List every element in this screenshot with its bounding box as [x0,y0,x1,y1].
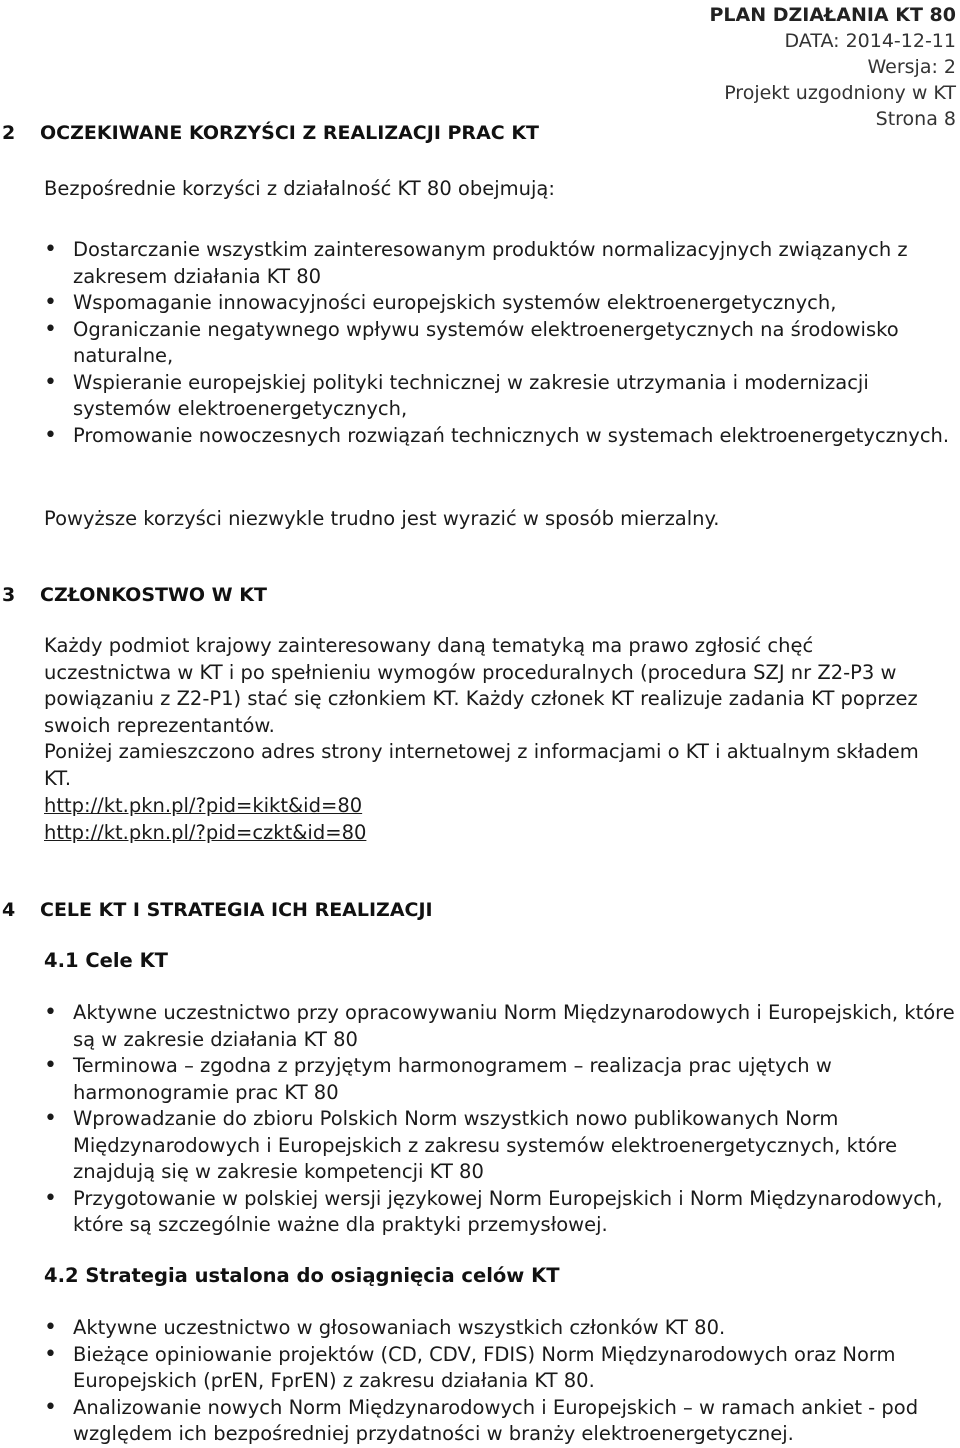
list-item: • Ograniczanie negatywnego wpływu systemów elektroenergetycznych na środowisko naturalne, [44,317,956,370]
website-info-paragraph: Poniżej zamieszczono adres strony internetowej z informacjami o KT i aktualnym składem KT. [44,740,919,790]
list-item: • Aktywne uczestnictwo przy opracowywaniu Norm Międzynarodowych i Europejskich, które są w zakresie działania KT 80 [44,1000,956,1053]
subsection-4-1-heading: 4.1 Cele KT [44,949,168,972]
header-project-status: Projekt uzgodniony w KT [724,82,956,104]
header-version: Wersja: 2 [867,56,956,78]
list-item: • Promowanie nowoczesnych rozwiązań technicznych w systemach elektroenergetycznych. [44,423,956,450]
kt-info-link[interactable]: http://kt.pkn.pl/?pid=kikt&id=80 [44,794,363,817]
list-item: • Wspieranie europejskiej polityki technicznej w zakresie utrzymania i modernizacji systemów elektroenergetycznych, [44,370,956,423]
list-item: • Wprowadzanie do zbioru Polskich Norm wszystkich nowo publikowanych Norm Międzynarodowych i Europejskich z zakresu systemów elektroenergetycznych, które znajdują się w zakresie kompetencji KT 80 [44,1106,956,1186]
goals-list [44,1000,956,1239]
section-number: 3 [2,584,16,606]
strategy-list [44,1315,956,1448]
section-number: 4 [2,899,16,921]
kt-members-link[interactable]: http://kt.pkn.pl/?pid=czkt&id=80 [44,821,367,844]
benefits-list [44,237,956,449]
list-item: • Aktywne uczestnictwo w głosowaniach wszystkich członków KT 80. [44,1315,956,1342]
header-date: DATA: 2014-12-11 [784,30,956,52]
section-title: CELE KT I STRATEGIA ICH REALIZACJI [40,899,433,921]
section-title: CZŁONKOSTWO W KT [40,584,267,606]
list-item: • Bieżące opiniowanie projektów (CD, CDV, FDIS) Norm Międzynarodowych oraz Norm Europejskich (prEN, FprEN) z zakresu działania KT 80. [44,1342,956,1395]
list-item: • Przygotowanie w polskiej wersji językowej Norm Europejskich i Norm Międzynarodowych, które są szczególnie ważne dla praktyki przemysłowej. [44,1186,956,1239]
page-header [709,2,956,132]
membership-paragraph: Każdy podmiot krajowy zainteresowany daną tematyką ma prawo zgłosić chęć uczestnictwa w KT i po spełnieniu wymogów proceduralnych (procedura SZJ nr Z2-P3 w powiązaniu z Z2-P1) stać się członkiem KT. Każdy członek KT realizuje zadania KT poprzez swoich reprezentantów. [44,634,918,737]
links-block [44,792,366,846]
list-item: • Terminowa – zgodna z przyjętym harmonogramem – realizacja prac ujętych w harmonogramie prac KT 80 [44,1053,956,1106]
section-2-intro: Bezpośrednie korzyści z działalność KT 80 obejmują: [44,177,555,200]
section-title: OCZEKIWANE KORZYŚCI Z REALIZACJI PRAC KT [40,122,540,144]
list-item: • Dostarczanie wszystkim zainteresowanym produktów normalizacyjnych związanych z zakresem działania KT 80 [44,237,956,290]
subsection-4-2-heading: 4.2 Strategia ustalona do osiągnięcia celów KT [44,1264,560,1287]
header-plan-title: PLAN DZIAŁANIA KT 80 [709,4,956,26]
section-number: 2 [2,122,16,144]
list-item: • Wspomaganie innowacyjności europejskich systemów elektroenergetycznych, [44,290,956,317]
section-2-closing: Powyższe korzyści niezwykle trudno jest wyrazić w sposób mierzalny. [44,507,720,530]
header-page-number: Strona 8 [875,108,956,130]
list-item: • Analizowanie nowych Norm Międzynarodowych i Europejskich – w ramach ankiet - pod względem ich bezpośredniej przydatności w branży elektroenergetycznej. [44,1395,956,1448]
